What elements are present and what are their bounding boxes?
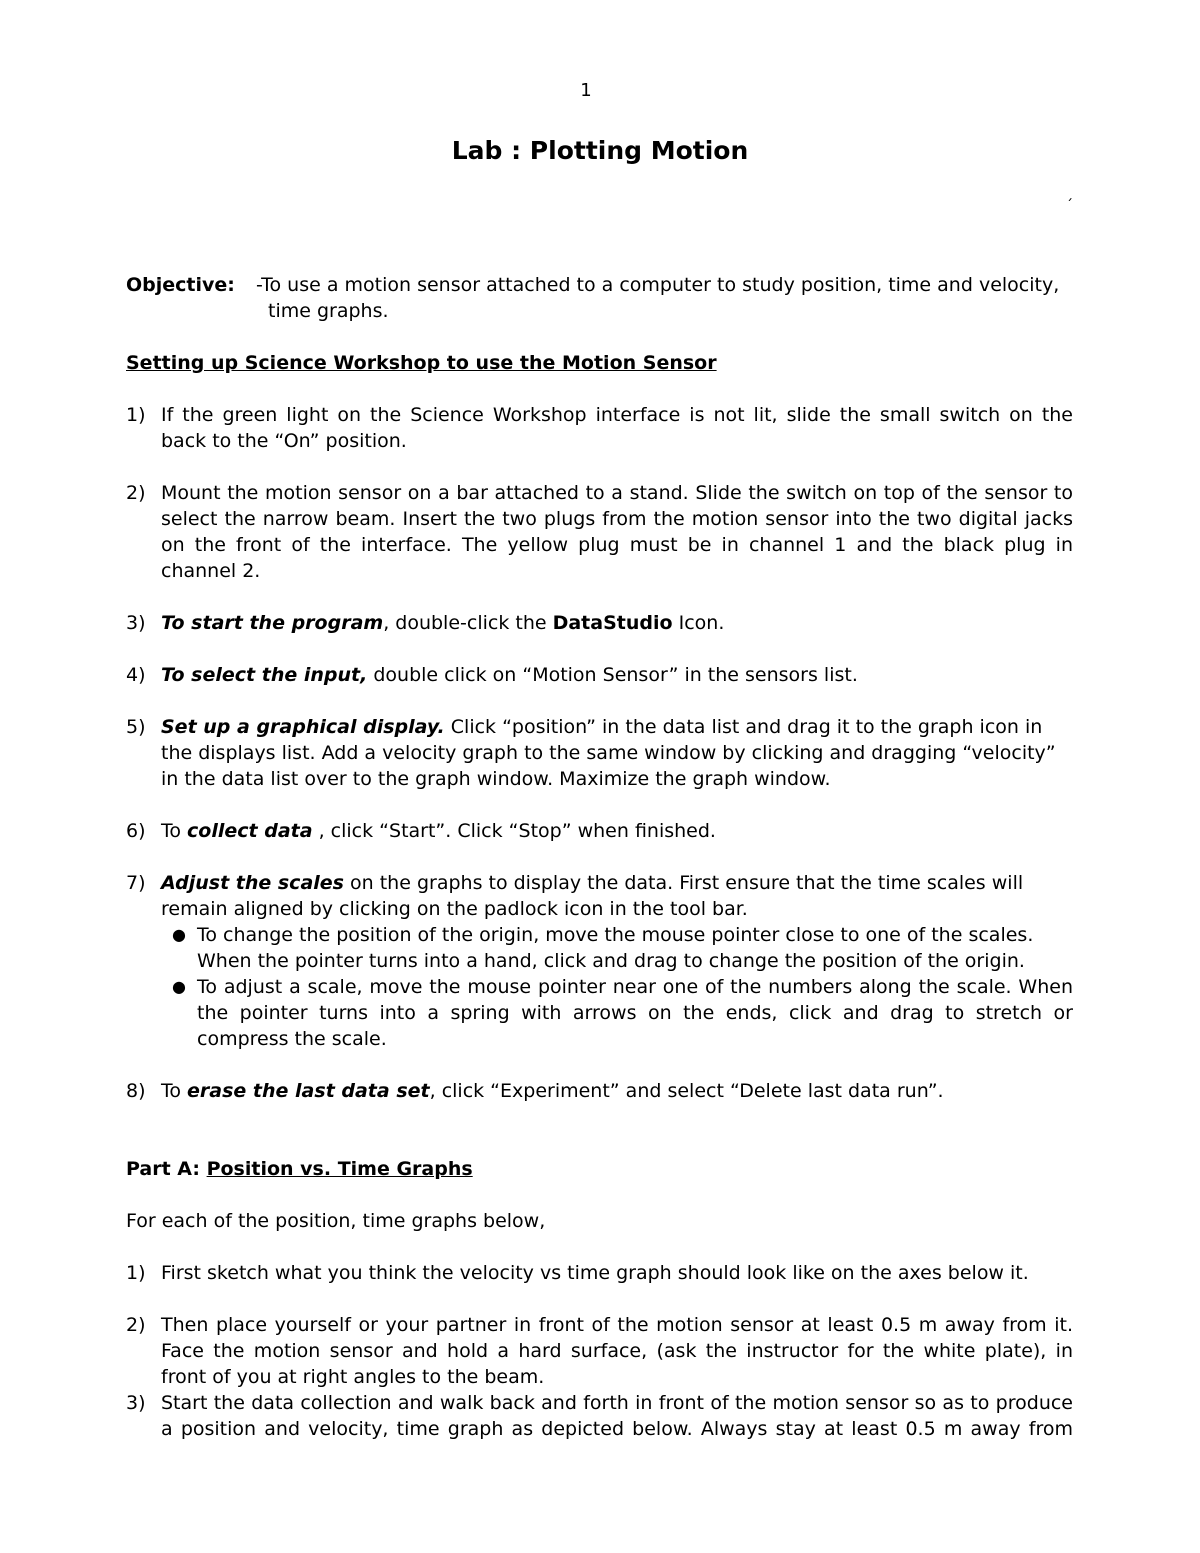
step-7-line-2: remain aligned by clicking on the padlock icon in the tool bar. [161, 898, 748, 920]
part-a-heading: Part A: Position vs. Time Graphs [126, 1158, 473, 1180]
page-title: Lab : Plotting Motion [451, 136, 749, 165]
page-number: 1 [580, 80, 592, 101]
objective-line-1: -To use a motion sensor attached to a computer to study position, time and velocity, [256, 274, 1060, 296]
step-5-line-3: in the data list over to the graph window. Maximize the graph window. [161, 768, 831, 790]
step-7-number: 7) [126, 872, 146, 894]
step-1-number: 1) [126, 404, 146, 426]
step-2-line-4: channel 2. [161, 560, 261, 582]
step-2-line-3: on the front of the interface. The yellow plug must be in channel 1 and the black plug in [161, 534, 1073, 556]
tick-mark: ˊ [1066, 198, 1073, 214]
step-8-text: To erase the last data set, click “Experiment” and select “Delete last data run”. [161, 1080, 944, 1102]
part-a-step-3-line-2: a position and velocity, time graph as depicted below. Always stay at least 0.5 m away from [161, 1418, 1073, 1440]
bullet-icon: ● [172, 925, 186, 944]
step-5-number: 5) [126, 716, 146, 738]
objective-label: Objective: [126, 274, 235, 296]
part-a-step-3-line-1: Start the data collection and walk back and forth in front of the motion sensor so as to produce [161, 1392, 1073, 1414]
step-7-bullet-2-line-1: To adjust a scale, move the mouse pointer near one of the numbers along the scale. When [197, 976, 1073, 998]
step-2-line-2: select the narrow beam. Insert the two plugs from the motion sensor into the two digital jacks [161, 508, 1073, 530]
bullet-icon: ● [172, 977, 186, 996]
part-a-step-2-line-3: front of you at right angles to the beam. [161, 1366, 545, 1388]
part-a-step-2-line-1: Then place yourself or your partner in front of the motion sensor at least 0.5 m away from it. [161, 1314, 1073, 1336]
objective-line-2: time graphs. [268, 300, 389, 322]
step-7-bullet-1-line-1: To change the position of the origin, move the mouse pointer close to one of the scales. [197, 924, 1034, 946]
step-5-line-1: Set up a graphical display. Click “position” in the data list and drag it to the graph icon in [161, 716, 1043, 738]
step-5-line-2: the displays list. Add a velocity graph to the same window by clicking and dragging “velocity” [161, 742, 1056, 764]
step-4-text: To select the input, double click on “Motion Sensor” in the sensors list. [161, 664, 858, 686]
step-1-line-1: If the green light on the Science Workshop interface is not lit, slide the small switch on the [161, 404, 1073, 426]
step-3-number: 3) [126, 612, 146, 634]
step-6-text: To collect data , click “Start”. Click “Stop” when finished. [161, 820, 716, 842]
step-7-line-1: Adjust the scales on the graphs to display the data. First ensure that the time scales will [161, 872, 1024, 894]
step-3-text: To start the program, double-click the DataStudio Icon. [161, 612, 725, 634]
step-7-bullet-2-line-2: the pointer turns into a spring with arrows on the ends, click and drag to stretch or [197, 1002, 1073, 1024]
step-8-number: 8) [126, 1080, 146, 1102]
step-4-number: 4) [126, 664, 146, 686]
part-a-step-1-number: 1) [126, 1262, 146, 1284]
step-7-bullet-1-line-2: When the pointer turns into a hand, click and drag to change the position of the origin. [197, 950, 1025, 972]
setup-heading: Setting up Science Workshop to use the Motion Sensor [126, 352, 717, 374]
part-a-step-2-line-2: Face the motion sensor and hold a hard surface, (ask the instructor for the white plate), in [161, 1340, 1073, 1362]
part-a-step-1-text: First sketch what you think the velocity vs time graph should look like on the axes below it. [161, 1262, 1029, 1284]
step-1-line-2: back to the “On” position. [161, 430, 407, 452]
part-a-step-3-number: 3) [126, 1392, 146, 1414]
part-a-intro: For each of the position, time graphs below, [126, 1210, 546, 1232]
step-2-number: 2) [126, 482, 146, 504]
part-a-step-2-number: 2) [126, 1314, 146, 1336]
step-2-line-1: Mount the motion sensor on a bar attached to a stand. Slide the switch on top of the sensor to [161, 482, 1073, 504]
step-7-bullet-2-line-3: compress the scale. [197, 1028, 387, 1050]
step-6-number: 6) [126, 820, 146, 842]
